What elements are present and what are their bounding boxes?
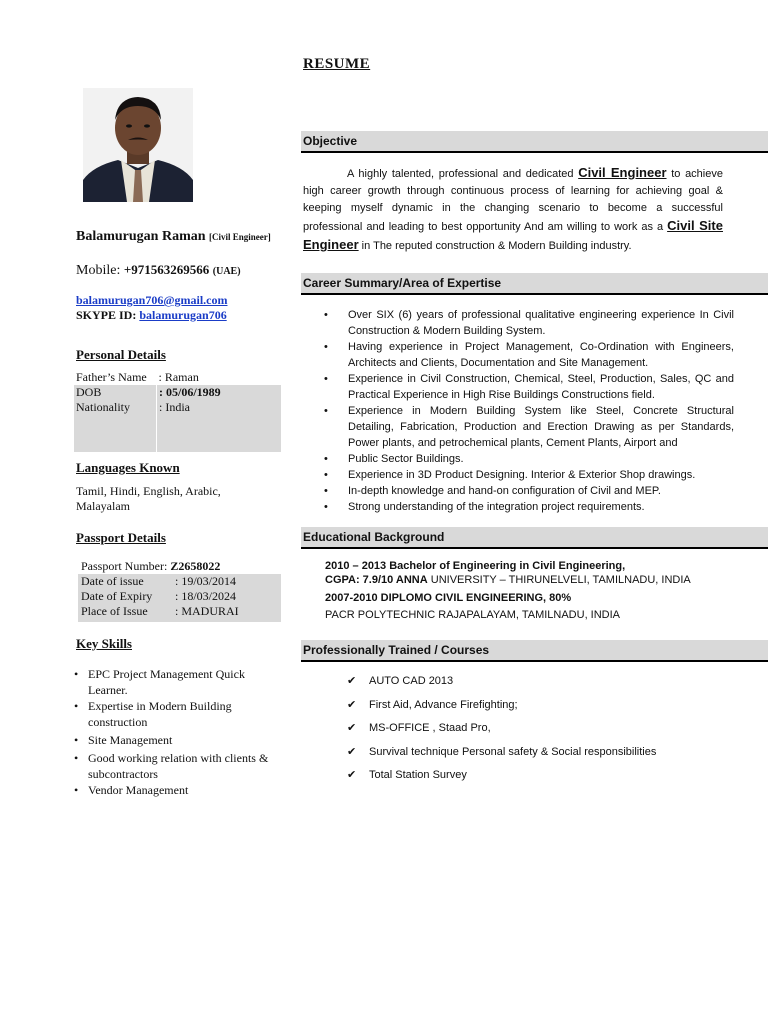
mobile-label: Mobile:	[76, 263, 124, 278]
course-label: First Aid, Advance Firefighting;	[369, 698, 518, 711]
education-polytechnic: PACR POLYTECHNIC RAJAPALAYAM, TAMILNADU, INDIA	[325, 609, 621, 621]
list-item: • Good working relation with clients & subcontractors	[74, 750, 284, 782]
table-row	[74, 385, 281, 400]
personal-details-heading: Personal Details	[76, 347, 166, 362]
checkmark-icon: ✔	[347, 722, 357, 734]
email-link[interactable]: balamurugan706@gmail.com	[76, 293, 228, 307]
candidate-name	[76, 229, 271, 245]
table-row	[74, 370, 281, 385]
key-skills-heading: Key Skills	[76, 636, 132, 651]
list-item: • Experience in 3D Product Designing. Interior & Exterior Shop drawings.	[322, 467, 734, 483]
table-row	[78, 559, 281, 574]
mobile-line	[76, 262, 241, 279]
key-skills-list	[74, 666, 284, 798]
list-item	[347, 699, 656, 723]
list-item: • Vendor Management	[74, 782, 284, 798]
list-item: • Over SIX (6) years of professional qualitative engineering experience In Civil Construction & Modern Building System.	[322, 307, 734, 339]
objective-bar	[301, 131, 768, 153]
course-label: Total Station Survey	[369, 769, 467, 781]
career-list	[322, 307, 734, 515]
education-cgpa: CGPA: 7.9/10 ANNA	[325, 574, 428, 586]
table-row	[78, 604, 281, 622]
list-item: • Strong understanding of the integration project requirements.	[322, 499, 734, 515]
course-label: AUTO CAD 2013	[369, 675, 454, 687]
name-suffix: [Civil Engineer]	[209, 232, 271, 242]
passport-value: : 18/03/2024	[175, 589, 237, 603]
skype-link[interactable]: balamurugan706	[139, 308, 227, 322]
checkmark-icon: ✔	[347, 675, 357, 687]
education-bar	[301, 527, 768, 549]
checkmark-icon: ✔	[347, 745, 357, 758]
list-item	[347, 769, 656, 793]
objective-part2: to achieve high career growth through continuous process of learning for achieving goal & keeping myself dynamic in the changing scenario to become a successful professional and leading to best opportunity And am willing to work as a	[303, 168, 723, 233]
passport-heading: Passport Details	[76, 530, 166, 545]
education-diploma: 2007-2010 DIPLOMO CIVIL ENGINEERING, 80%	[325, 592, 572, 604]
list-item	[347, 746, 656, 770]
list-item: • In-depth knowledge and hand-on configuration of Civil and MEP.	[322, 483, 734, 499]
courses-bar	[301, 640, 768, 662]
passport-value: : MADURAI	[175, 604, 239, 618]
name-text: Balamurugan Raman	[76, 229, 206, 244]
checkmark-icon: ✔	[347, 769, 357, 781]
passport-number-label: Passport Number:	[81, 559, 171, 573]
education-degree: 2010 – 2013 Bachelor of Engineering in Civil Engineering,	[325, 560, 626, 572]
education-university-name: UNIVERSITY – THIRUNELVELI, TAMILNADU, INDIA	[427, 574, 691, 586]
personal-value: : India	[159, 400, 190, 414]
skype-label: SKYPE ID:	[76, 308, 140, 322]
career-bar	[301, 273, 768, 295]
list-item: • Experience in Modern Building System like Steel, Concrete Structural Detailing, Fabrication, Production and Erection Drawing as per Standards, Power plants, and petrochemical plants, Cement Plants, Airport and	[322, 403, 734, 451]
objective-part1: A highly talented, professional and dedicated	[347, 168, 579, 180]
list-item: • EPC Project Management Quick Learner.	[74, 666, 284, 698]
list-item: • Expertise in Modern Building construction	[74, 698, 284, 730]
table-row	[78, 589, 281, 604]
course-label: Survival technique Personal safety & Social responsibilities	[369, 745, 657, 758]
list-item	[347, 722, 656, 746]
personal-label: DOB	[74, 385, 157, 400]
mobile-number: +971563269566	[123, 262, 210, 277]
languages-text: Tamil, Hindi, English, Arabic, Malayalam	[76, 484, 221, 513]
list-item	[347, 675, 656, 699]
personal-value: : 05/06/1989	[159, 385, 221, 399]
courses-heading: Professionally Trained / Courses	[303, 643, 490, 657]
personal-value: : Raman	[158, 370, 199, 384]
passport-number: Z2658022	[170, 559, 221, 573]
personal-label: Nationality	[74, 400, 157, 452]
objective-highlight-2: Civil Site Engineer	[303, 218, 723, 252]
passport-label: Date of Expiry	[81, 589, 153, 603]
education-heading: Educational Background	[303, 530, 445, 544]
personal-details-table	[74, 370, 281, 452]
profile-photo	[83, 88, 193, 202]
resume-title: RESUME	[303, 56, 371, 72]
passport-value: : 19/03/2014	[175, 574, 237, 588]
mobile-suffix: (UAE)	[212, 266, 241, 277]
career-heading: Career Summary/Area of Expertise	[303, 276, 502, 290]
table-row	[78, 574, 281, 589]
languages-heading: Languages Known	[76, 460, 180, 475]
passport-label: Place of Issue	[81, 604, 148, 618]
objective-text	[303, 164, 723, 255]
list-item: • Experience in Civil Construction, Chemical, Steel, Production, Sales, QC and Practical Experience in High Rise Buildings Constructions field.	[322, 371, 734, 403]
table-row	[74, 400, 281, 452]
passport-number-cell	[78, 559, 281, 574]
personal-label: Father’s Name	[76, 370, 147, 384]
skype-line	[76, 308, 227, 323]
objective-heading: Objective	[303, 134, 358, 148]
checkmark-icon: ✔	[347, 698, 357, 711]
education-university	[325, 573, 745, 587]
course-label: MS-OFFICE , Staad Pro,	[369, 722, 491, 734]
list-item: • Site Management	[74, 732, 284, 748]
passport-label: Date of issue	[81, 574, 144, 588]
objective-part3: in The reputed construction & Modern Building industry.	[358, 240, 632, 252]
objective-highlight-1: Civil Engineer	[578, 165, 667, 180]
list-item: • Having experience in Project Management, Co-Ordination with Engineers, Architects and Clients, Documentation and Site Management.	[322, 339, 734, 371]
courses-list	[347, 675, 656, 793]
list-item: • Public Sector Buildings.	[322, 451, 734, 467]
passport-table	[78, 559, 281, 622]
